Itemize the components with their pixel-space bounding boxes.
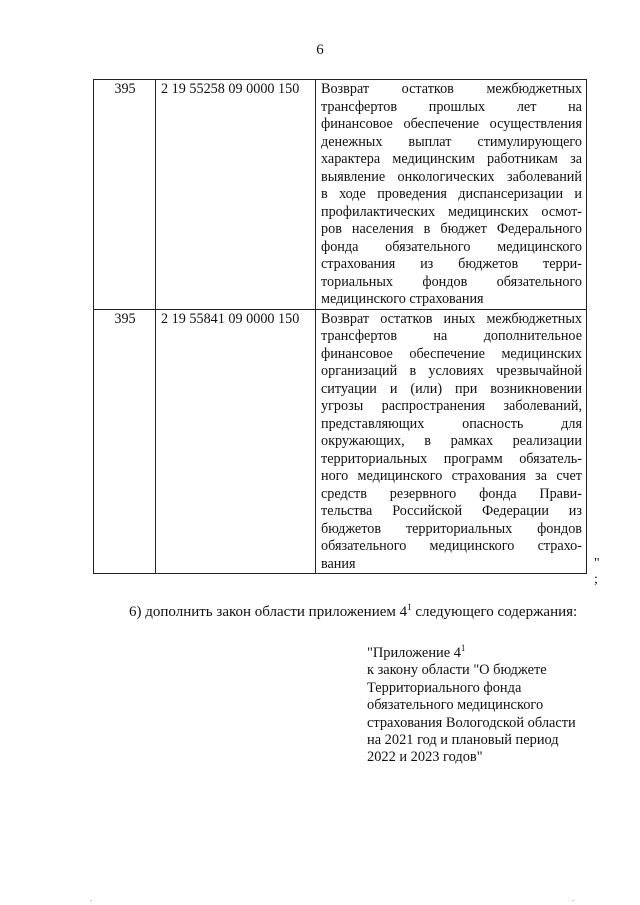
annex-header [367, 645, 576, 767]
description-line: организаций в условиях чрезвычайной [321, 363, 582, 379]
budget-codes-table [93, 79, 587, 574]
description-line: представляющих опасность для [321, 415, 582, 432]
annex-title [367, 645, 576, 662]
description-line: средств резервного фонда Прави- [321, 485, 582, 502]
annex-line: на 2021 год и плановый период [367, 732, 559, 749]
page-number: 6 [316, 42, 324, 58]
description-line: ров населения в бюджет Федерального [321, 221, 582, 237]
amendment-suffix: следующего содержания: [411, 604, 578, 620]
description-line: выявление онкологических заболеваний [321, 168, 582, 185]
description-line: трансфертов прошлых лет на [321, 98, 582, 115]
table-body [94, 80, 587, 574]
description-line: денежных выплат стимулирующего [321, 133, 582, 150]
annex-title-text: "Приложение 4 [367, 645, 461, 661]
description-line: профилактических медицинских осмот- [321, 203, 582, 220]
description-line: в ходе проведения диспансеризации и [321, 186, 582, 202]
description-line: Возврат остатков иных межбюджетных [321, 310, 582, 327]
description-cell [316, 309, 587, 574]
amendment-superscript: 1 [407, 602, 412, 612]
description-line: финансовое обеспечение осуществления [321, 116, 582, 132]
annex-line: страхования Вологодской области [367, 714, 576, 731]
admin-code-cell: 395 [94, 309, 156, 574]
description-line: вания [321, 555, 356, 572]
description-line: ного медицинского страхования за счет [321, 468, 582, 484]
amendment-paragraph [129, 604, 577, 621]
description-line: угрозы распространения заболеваний, [321, 398, 582, 414]
description-cell [316, 80, 587, 310]
annex-line: 2022 и 2023 годов" [367, 749, 483, 766]
description-line: обязательного медицинского страхо- [321, 538, 582, 554]
description-line: бюджетов территориальных фондов [321, 520, 582, 537]
description-line: финансовое обеспечение медицинских [321, 345, 582, 362]
closing-quote: " [594, 556, 600, 571]
annex-title-superscript: 1 [460, 643, 466, 653]
annex-line: к закону области "О бюджете [367, 662, 547, 679]
amendment-prefix: 6) дополнить закон области приложением 4 [129, 604, 408, 620]
scan-mark-right: . [572, 893, 575, 903]
budget-classification-code-cell: 2 19 55841 09 0000 150 [156, 309, 316, 574]
description-line: медицинского страхования [321, 291, 484, 307]
scan-mark-left: . [90, 893, 93, 903]
table-row [94, 80, 587, 310]
description-line: территориальных программ обязатель- [321, 450, 582, 467]
description-line: фонда обязательного медицинского [321, 238, 582, 255]
description-line: характера медицинским работникам за [321, 151, 582, 167]
closing-semicolon: ; [594, 572, 598, 587]
budget-classification-code-cell: 2 19 55258 09 0000 150 [156, 80, 316, 310]
closing-marks [594, 556, 600, 588]
description-line: трансфертов на дополнительное [321, 328, 582, 344]
description-line: ситуации и (или) при возникновении [321, 380, 582, 397]
annex-line: обязательного медицинского [367, 697, 544, 714]
description-line: окружающих, в рамках реализации [321, 433, 582, 449]
description-line: ториальных фондов обязательного [321, 273, 582, 290]
description-line: Возврат остатков межбюджетных [321, 81, 582, 97]
admin-code-cell: 395 [94, 80, 156, 310]
table-row [94, 309, 587, 574]
description-line: тельства Российской Федерации из [321, 503, 582, 519]
annex-line: Территориального фонда [367, 679, 522, 696]
description-line: страхования из бюджетов терри- [321, 256, 582, 272]
